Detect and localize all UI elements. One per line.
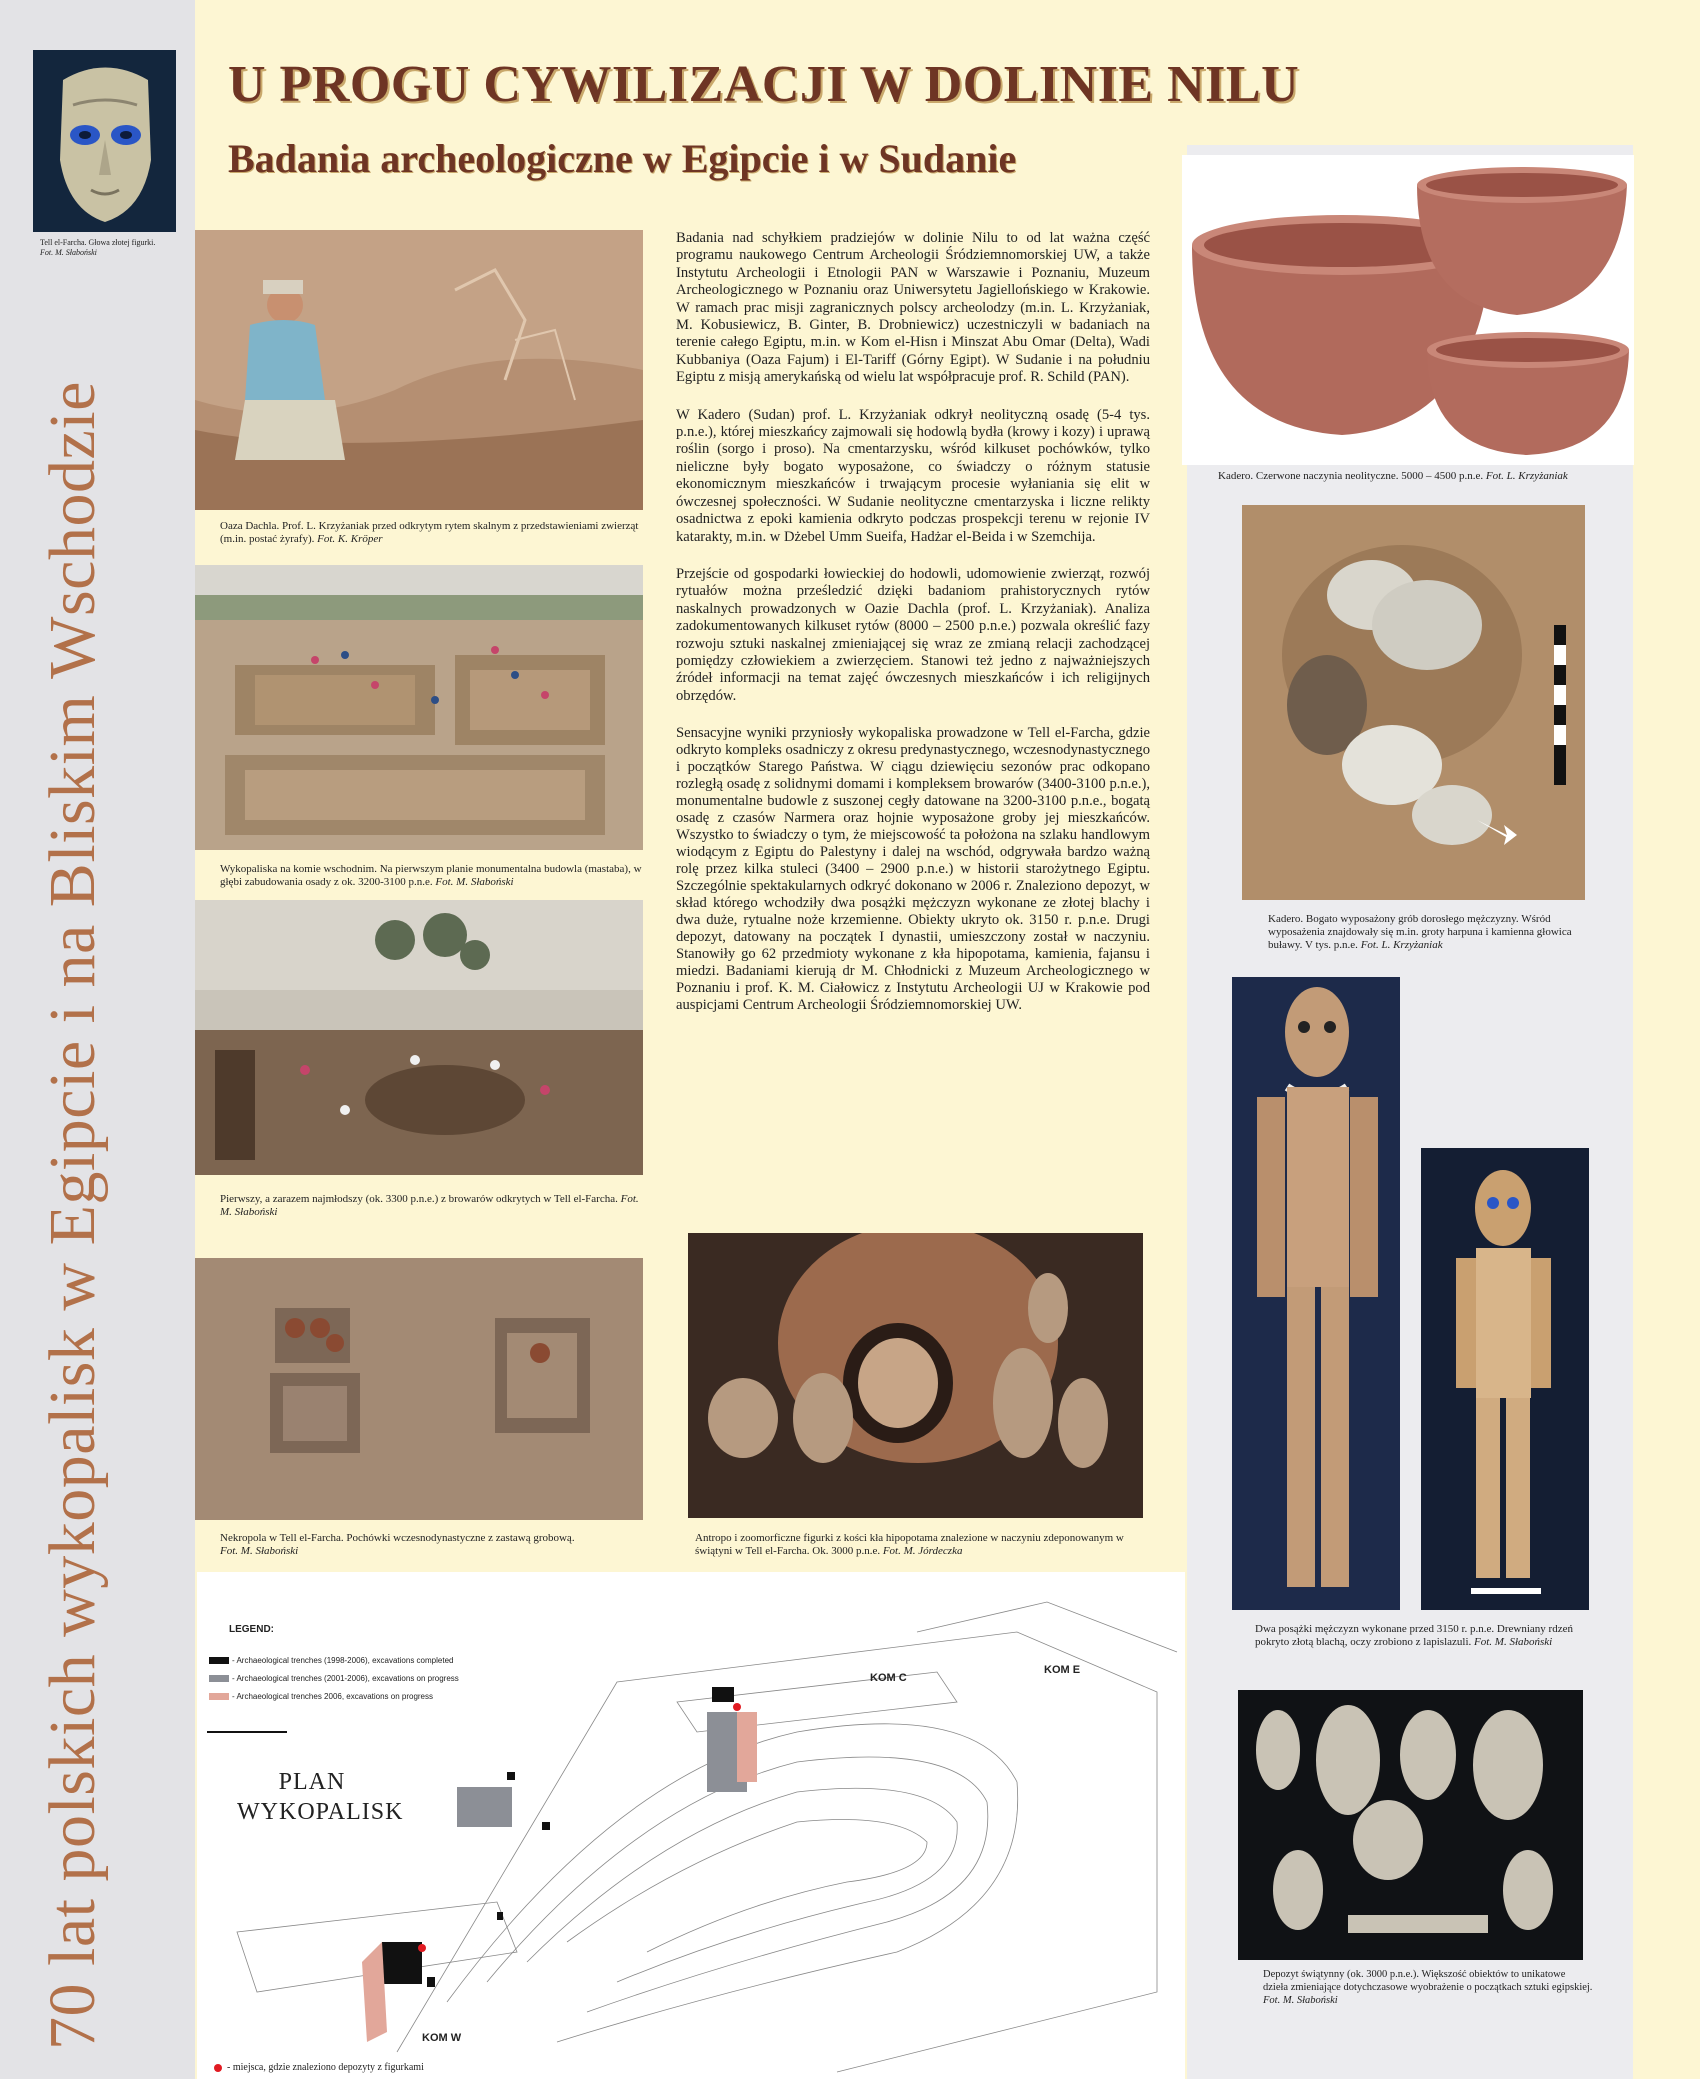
statuettes-caption-credit: Fot. M. Słaboński: [1474, 1636, 1553, 1648]
dachla-caption: [220, 520, 650, 546]
brewery-photo: [195, 900, 643, 1175]
kom-c-label: KOM C: [870, 1672, 907, 1684]
kom-wschodni-caption-text: Wykopaliska na komie wschodnim. Na pierwszym planie monumentalna budowla (mastaba), w głębi zabudowania osady z ok. 3200-3100 p.n.e.: [220, 863, 642, 888]
mask-caption-credit: Fot. M. Słaboński: [40, 248, 97, 257]
bowls-caption-credit: Fot. L. Krzyżaniak: [1485, 470, 1568, 482]
kom-wschodni-caption: [220, 863, 650, 889]
body-paragraph: Badania nad schyłkiem pradziejów w dolinie Nilu to od lat ważna część programu naukowego Centrum Archeologii Śródziemnomorskiej UW, a także Instytutu Archeologii i Etnologii PAN w Warszawie i Poznaniu, Muzeum Archeologicznego w Poznaniu oraz Uniwersytetu Jagiellońskiego w Krakowie. W ramach prac misji zagranicznych polscy archeolodzy (m.in. L. Krzyżaniak, M. Kobusiewicz, B. Ginter, B. Drobniewicz) uczestniczyli w badaniach na terenie całego Egiptu, m.in. w Kom el-Hisn i Minszat Abu Omar (Delta), Wadi Kubbaniya (Oaza Fajum) i El-Tariff (Górny Egipt). W Sudanie i na południu Egiptu z misją amerykańską od wielu lat współpracuje prof. R. Schild (PAN).: [676, 230, 1150, 386]
brewery-caption-text: Pierwszy, a zarazem najmłodszy (ok. 3300 p.n.e.) z browarów odkrytych w Tell el-Farcha.: [220, 1193, 618, 1205]
plan-title-line1: PLAN: [278, 1769, 346, 1795]
dachla-caption-credit: Fot. K. Kröper: [317, 533, 383, 545]
red-bowls-photo: [1182, 155, 1634, 465]
kom-e-label: KOM E: [1044, 1664, 1081, 1676]
plan-title: [237, 1767, 404, 1827]
mask-photo: [33, 50, 176, 232]
necropolis-caption-text: Nekropola w Tell el-Farcha. Pochówki wczesnodynastyczne z zastawą grobową.: [220, 1532, 575, 1544]
legend-item: [209, 1688, 459, 1706]
deposit-caption-credit: Fot. M. Słaboński: [1263, 1995, 1338, 2006]
dachla-caption-text: Oaza Dachla. Prof. L. Krzyżaniak przed odkrytym rytem skalnym z przedstawieniami zwierząt (m.in. postać żyrafy).: [220, 520, 639, 545]
statuettes-caption-text: Dwa posążki mężczyzn wykonane przed 3150 r. p.n.e. Drewniany rdzeń pokryto złotą blachą, oczy zrobiono z lapislazuli.: [1255, 1623, 1573, 1648]
legend-label: - Archaeological trenches (2001-2006), excavations on progress: [232, 1674, 459, 1683]
legend-label: - Archaeological trenches 2006, excavations on progress: [232, 1692, 434, 1701]
dachla-rock-art-photo: [195, 230, 643, 510]
deposit-caption: [1263, 1968, 1593, 2007]
brewery-caption-credit: Fot. M. Słaboński: [220, 1193, 639, 1218]
legend-title: LEGEND:: [229, 1624, 274, 1635]
brewery-caption: [220, 1193, 650, 1219]
red-dot-note: - miejsca, gdzie znaleziono depozyty z figurkami: [227, 2062, 424, 2073]
deposit-caption-text: Depozyt świątynny (ok. 3000 p.n.e.). Większość obiektów to unikatowe dzieła zmieniające dotychczasowe wyobrażenie o początkach sztuki egipskiej.: [1263, 1969, 1593, 1993]
plan-title-line2: WYKOPALISK: [237, 1799, 404, 1825]
statuettes-caption: [1255, 1623, 1595, 1649]
legend-swatch: [209, 1675, 229, 1682]
necropolis-photo: [195, 1258, 643, 1520]
temple-deposit-photo: [1238, 1690, 1583, 1960]
gold-statuette-large-photo: [1232, 977, 1400, 1610]
legend-item: [209, 1670, 459, 1688]
legend-item: [209, 1652, 459, 1670]
vertical-title: 70 lat polskich wykopalisk w Egipcie i na Bliskim Wschodzie: [36, 381, 109, 2050]
body-text: [676, 230, 1150, 1034]
gold-statuette-small-photo: [1421, 1148, 1589, 1610]
body-paragraph: Sensacyjne wyniki przyniosły wykopaliska prowadzone w Tell el-Farcha, gdzie odkryto kompleks osadniczy z okresu predynastycznego, wczesnodynastycznego i początków Starego Państwa. W ciągu dziewięciu sezonów prac odkopano rozległą osadę z solidnymi domami i kompleksem browarów (3400-3100 p.n.e.), monumentalne budowle z suszonej cegły datowane na 3200-3100 p.n.e., bogatą osadę z czasów Narmera oraz hojnie wyposażone groby jej mieszkańców. Wszystko to świadczy o tym, że miejscowość ta położona na szlaku handlowym wiodącym z Egiptu do Palestyny i dalej na wschód, odgrywała bardzo ważną rolę przez kilka stuleci (3400 – 2900 p.n.e.) w historii starożytnego Egiptu. Szczególnie spektakularnych odkryć dokonano w 2006 r. Znaleziono depozyt, w skład którego wchodziły dwa posążki mężczyzn wykonane ze złotej blachy i dwa duże, rytualne noże krzemienne. Obiekty ukryto ok. 3150 r. p.n.e. Drugi depozyt, datowany na początek I dynastii, umieszczony został w naczyniu. Stanowiły go 62 przedmioty wykonane z kła hipopotama, kamienia, fajansu i miedzi. Badaniami kierują dr M. Chłodnicki z Muzeum Archeologicznego w Poznaniu i prof. K. M. Ciałowicz z Instytutu Archeologii UJ w Krakowie pod auspicjami Centrum Archeologii Śródziemnomorskiej UW.: [676, 725, 1150, 1014]
ivory-figurines-photo: [688, 1233, 1143, 1518]
necropolis-caption: [220, 1532, 650, 1558]
grave-caption: [1268, 913, 1598, 952]
legend-swatch: [209, 1657, 229, 1664]
kom-w-label: KOM W: [422, 2032, 462, 2044]
poster-subtitle: Badania archeologiczne w Egipcie i w Sudanie: [228, 136, 1017, 181]
necropolis-caption-credit: Fot. M. Słaboński: [220, 1545, 299, 1557]
kom-wschodni-excavation-photo: [195, 565, 643, 850]
mask-caption-text: Tell el-Farcha. Głowa złotej figurki.: [40, 238, 156, 247]
bowls-caption-text: Kadero. Czerwone naczynia neolityczne. 5000 – 4500 p.n.e.: [1218, 470, 1484, 482]
mask-caption: [40, 238, 180, 258]
body-paragraph: Przejście od gospodarki łowieckiej do hodowli, udomowienie zwierząt, rozwój rytuałów można prześledzić dzięki badaniom prahistorycznych rytów naskalnych prowadzonych w Oazie Dachla (prof. L. Krzyżaniak). Analiza zadokumentowanych kilkuset rytów (8000 – 2500 p.n.e.) pozwala określić fazy rozwoju sztuki naskalnej zmieniającej się wraz ze zmianą relacji zachodzącej pomiędzy człowiekiem a zwierzęciem. Stanowi też jedno z najważniejszych źródeł informacji na temat zajęć ówczesnych mieszkańców i ich religijnych obrzędów.: [676, 565, 1150, 704]
excavation-plan: [197, 1572, 1185, 2079]
kadero-grave-photo: [1242, 505, 1585, 900]
grave-caption-text: Kadero. Bogato wyposażony grób dorosłego mężczyzny. Wśród wyposażenia znajdowały się m.in. groty harpuna i kamienna głowica buławy. V tys. p.n.e.: [1268, 913, 1572, 951]
grave-caption-credit: Fot. L. Krzyżaniak: [1360, 939, 1443, 951]
figurines-caption-text: Antropo i zoomorficzne figurki z kości kła hipopotama znalezione w naczyniu zdeponowanym w świątyni w Tell el-Farcha. Ok. 3000 p.n.e.: [695, 1532, 1124, 1557]
bowls-caption: [1218, 470, 1638, 483]
legend-list: [209, 1652, 459, 1706]
legend-swatch: [209, 1693, 229, 1700]
poster-title: U PROGU CYWILIZACJI W DOLINIE NILU: [228, 56, 1300, 113]
kom-wschodni-caption-credit: Fot. M. Słaboński: [435, 876, 514, 888]
body-paragraph: W Kadero (Sudan) prof. L. Krzyżaniak odkrył neolityczną osadę (5-4 tys. p.n.e.), której mieszkańcy zajmowali się hodowlą bydła (krowy i kozy) i uprawą roślin (sorgo i proso). Na cmentarzysku, wśród kilkuset pochówków, tylko nieliczne były bogato wyposażone, co świadczy o różnym statusie ekonomicznym mieszkańców i trwającym procesie wyłaniania się elit w ówczesnej społeczności. W Sudanie neolityczne cmentarzyska i liczne relikty osadnictwa z epoki kamienia odkryto podczas prospekcji terenu w rejonie IV kataraktу, m.in. w Dżebel Umm Sueifa, Hadżar el-Beida i w Szemchija.: [676, 406, 1150, 545]
figurines-caption: [695, 1532, 1135, 1558]
figurines-caption-credit: Fot. M. Jórdeczka: [882, 1545, 963, 1557]
legend-label: - Archaeological trenches (1998-2006), excavations completed: [232, 1656, 454, 1665]
